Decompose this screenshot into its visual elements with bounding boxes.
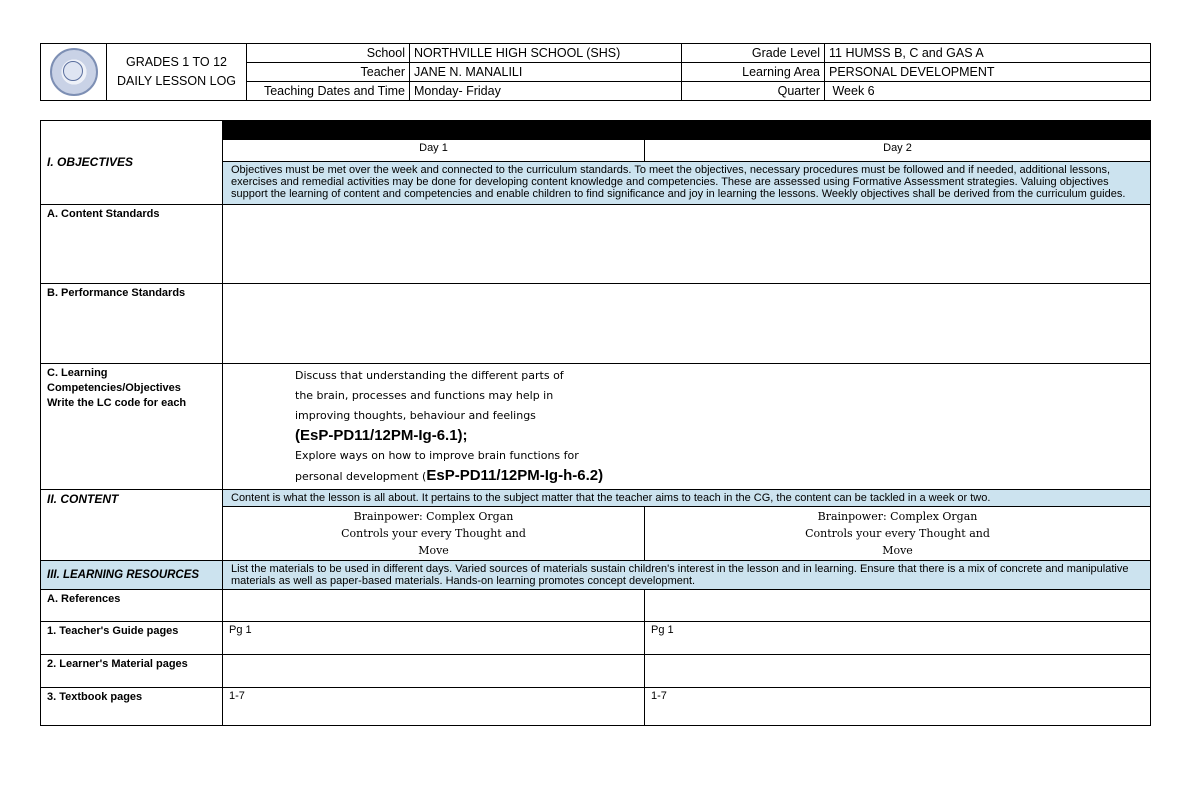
teacher-value: JANE N. MANALILI (410, 63, 682, 82)
competency-code-2: EsP-PD11/12PM-Ig-h-6.2) (426, 467, 604, 484)
competency-line-5 (295, 466, 1144, 487)
tg-label: 1. Teacher's Guide pages (47, 625, 179, 637)
area-value: PERSONAL DEVELOPMENT (825, 63, 1151, 82)
content-label-cell (41, 490, 223, 561)
lm-label: 2. Learner's Material pages (47, 658, 188, 670)
header-table (40, 43, 1151, 101)
grade-label: Grade Level (682, 44, 825, 63)
content-day-1-line-1: Brainpower: Complex Organ (353, 510, 514, 523)
competencies-label-3: Write the LC code for each (47, 397, 187, 409)
textbook-label-cell (41, 688, 223, 726)
competency-line-3: improving thoughts, behaviour and feelings (295, 409, 536, 422)
tg-day-1: Pg 1 (223, 622, 645, 655)
performance-standards-value (223, 284, 1151, 364)
content-standards-label: A. Content Standards (47, 208, 160, 220)
references-label-cell (41, 590, 223, 622)
day-1-header: Day 1 (223, 140, 645, 162)
resources-label: III. LEARNING RESOURCES (47, 569, 200, 581)
teacher-label: Teacher (247, 63, 410, 82)
competencies-value (223, 364, 1151, 490)
tg-day-2: Pg 1 (645, 622, 1151, 655)
competency-code-1: (EsP-PD11/12PM-Ig-6.1); (295, 427, 468, 444)
content-note: Content is what the lesson is all about. It pertains to the subject matter that the teacher aims to teach in the CG, the content can be tackled in a week or two. (223, 490, 1151, 507)
deped-seal (41, 44, 107, 101)
performance-standards-label-cell (41, 284, 223, 364)
objectives-label: I. OBJECTIVES (47, 154, 134, 169)
references-day-1 (223, 590, 645, 622)
performance-standards-label: B. Performance Standards (47, 287, 186, 299)
school-label: School (247, 44, 410, 63)
content-standards-label-cell (41, 205, 223, 284)
day-2-header: Day 2 (645, 140, 1151, 162)
content-day-1 (223, 507, 645, 561)
objectives-note: Objectives must be met over the week and connected to the curriculum standards. To meet the objectives, necessary procedures must be followed and if needed, additional lessons, exercises and remedial activities may be done for developing content knowledge and competencies. These are assessed using Formative Assessment strategies. Valuing objectives support the learning of content and competencies and enable children to find significance and joy in learning the lessons. Weekly objectives shall be derived from the curriculum guides. (223, 162, 1151, 205)
competency-line-4: Explore ways on how to improve brain functions for (295, 449, 579, 462)
competencies-label-1: C. Learning (47, 367, 108, 379)
lm-day-2 (645, 655, 1151, 688)
grade-value: 11 HUMSS B, C and GAS A (825, 44, 1151, 63)
competency-line-1: Discuss that understanding the different parts of (295, 369, 564, 382)
references-label: A. References (47, 593, 121, 605)
seal-icon (50, 48, 98, 96)
tb-day-2: 1-7 (645, 688, 1151, 726)
content-day-2 (645, 507, 1151, 561)
quarter-label: Quarter (682, 82, 825, 101)
lm-label-cell (41, 655, 223, 688)
content-day-1-line-3: Move (418, 544, 449, 557)
content-day-2-line-2: Controls your every Thought and (805, 527, 990, 540)
lm-day-1 (223, 655, 645, 688)
tb-day-1: 1-7 (223, 688, 645, 726)
references-day-2 (645, 590, 1151, 622)
dates-value: Monday- Friday (410, 82, 682, 101)
header-bar (223, 121, 1151, 140)
dates-label: Teaching Dates and Time (247, 82, 410, 101)
competencies-label-2: Competencies/Objectives (47, 382, 181, 394)
title-line-2: DAILY LESSON LOG (116, 74, 237, 88)
resources-note: List the materials to be used in different days. Varied sources of materials sustain children's interest in the lesson and in learning. Ensure that there is a mix of concrete and manipulative materials as well as paper-based materials. Hands-on learning promotes concept development. (223, 561, 1151, 590)
school-value: NORTHVILLE HIGH SCHOOL (SHS) (410, 44, 682, 63)
title-line-1: GRADES 1 TO 12 (126, 55, 227, 69)
tg-label-cell (41, 622, 223, 655)
competencies-label-cell (41, 364, 223, 490)
competency-line-5-prefix: personal development ( (295, 470, 427, 483)
content-day-1-line-2: Controls your every Thought and (341, 527, 526, 540)
content-standards-value (223, 205, 1151, 284)
content-day-2-line-3: Move (882, 544, 913, 557)
competency-line-2: the brain, processes and functions may help in (295, 389, 554, 402)
content-label: II. CONTENT (47, 492, 119, 506)
quarter-value: Week 6 (825, 82, 1151, 101)
log-title (107, 44, 247, 101)
textbook-label: 3. Textbook pages (47, 691, 143, 703)
objectives-label-cell (41, 121, 223, 205)
lesson-log-table (40, 120, 1151, 726)
area-label: Learning Area (682, 63, 825, 82)
resources-label-cell (41, 561, 223, 590)
content-day-2-line-1: Brainpower: Complex Organ (817, 510, 978, 523)
